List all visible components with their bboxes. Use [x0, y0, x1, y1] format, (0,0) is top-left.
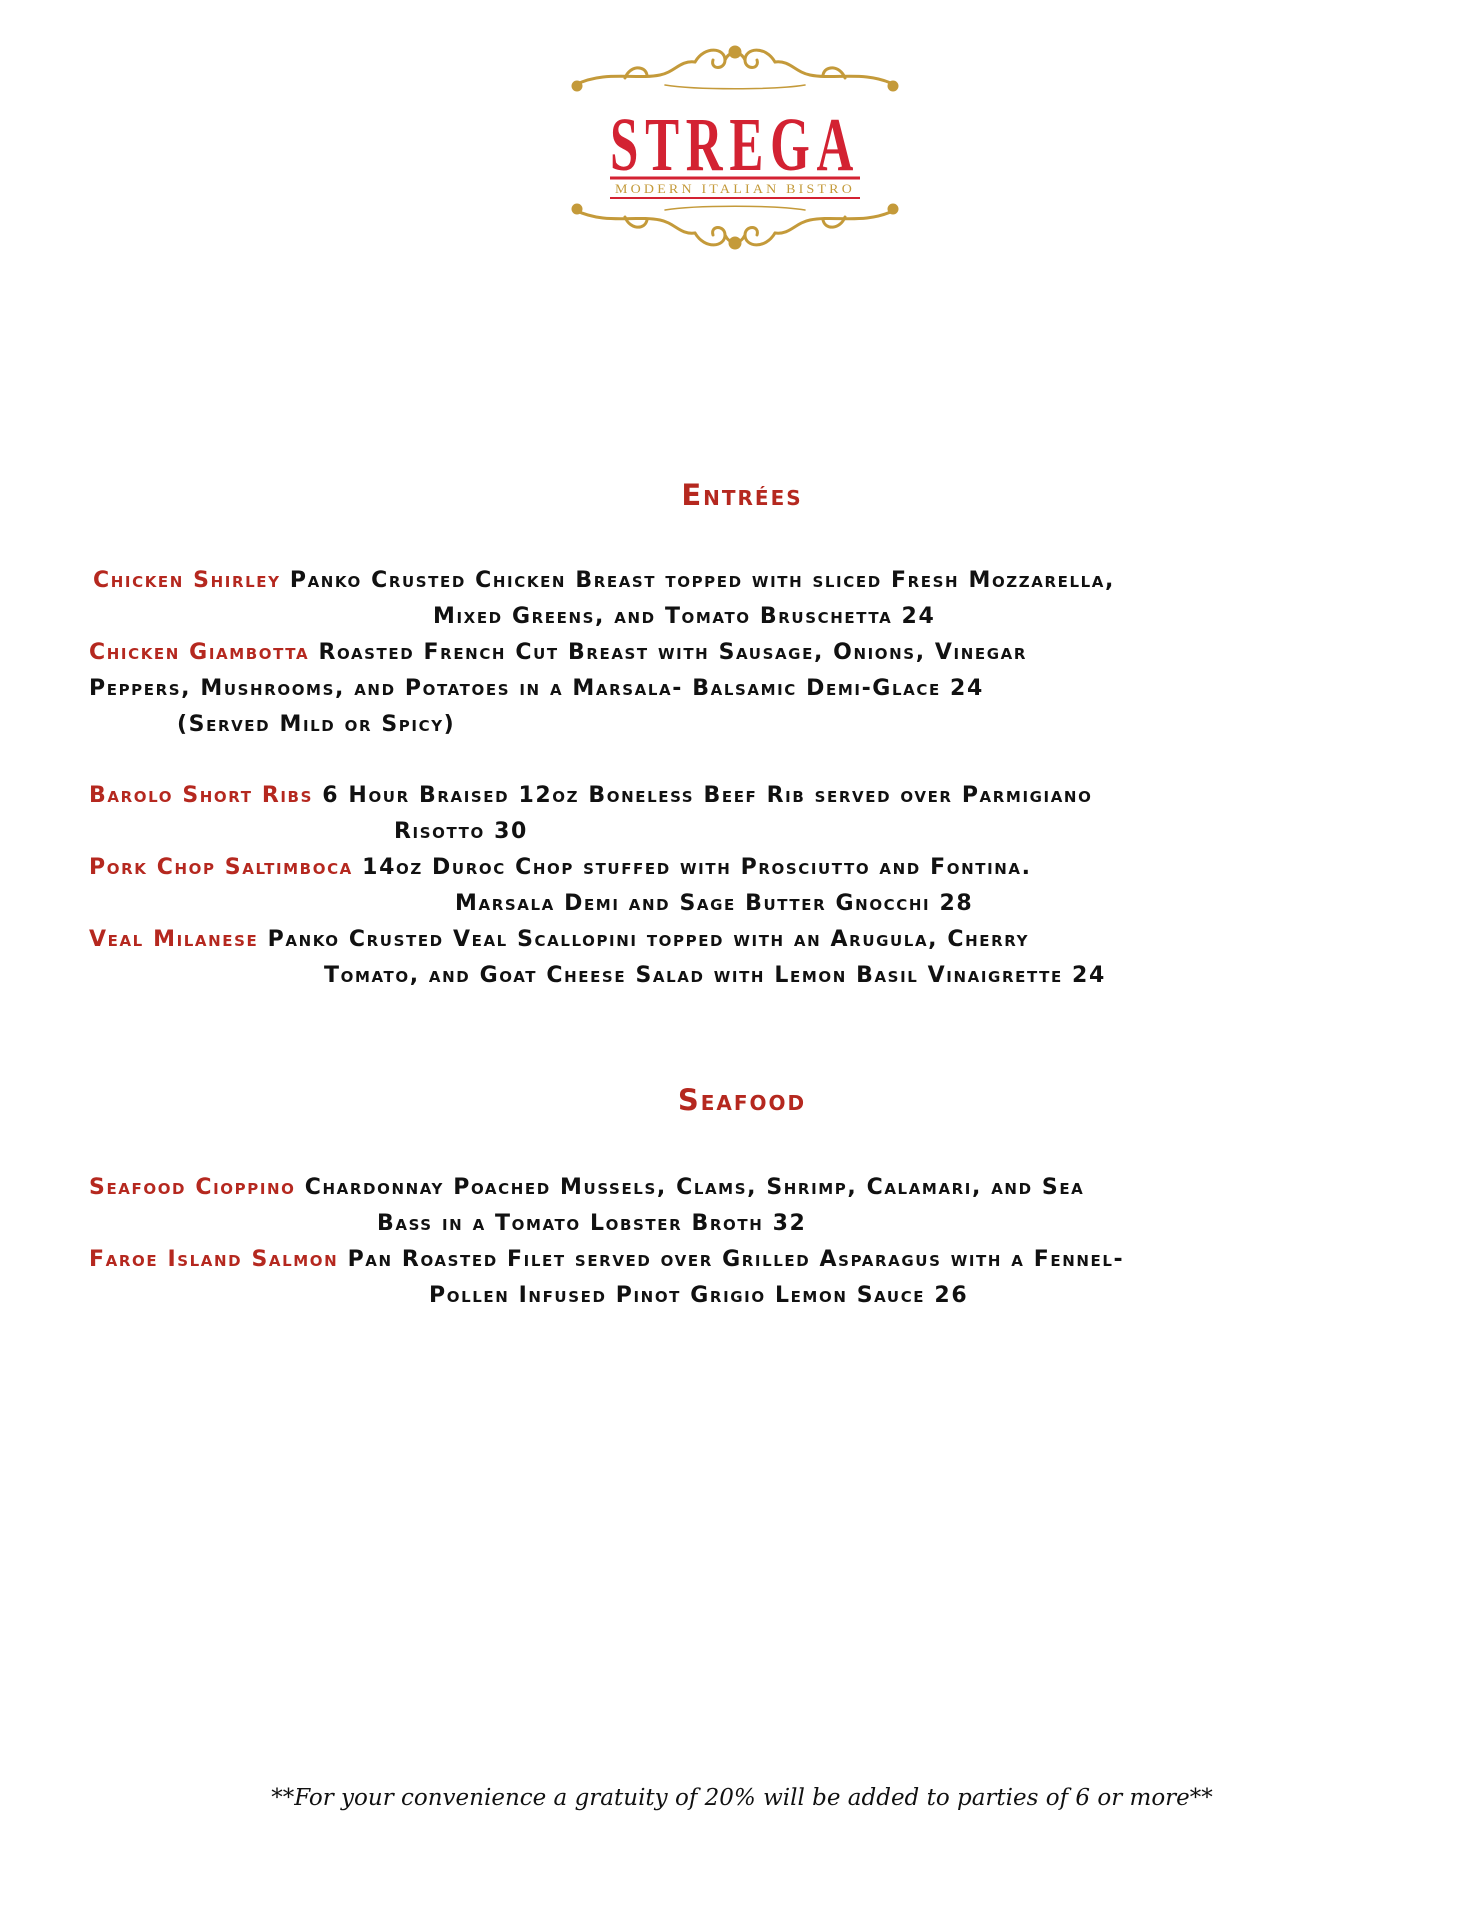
- menu-item: [89, 1242, 1124, 1314]
- top-ornament: [573, 47, 897, 90]
- logo-graphic: [565, 40, 905, 255]
- menu-item: [89, 778, 1092, 850]
- logo-name: STREGA: [610, 103, 860, 187]
- item-description: Peppers, Mushrooms, and Potatoes in a Marsala- Balsamic Demi-Glace 24: [89, 676, 984, 701]
- item-description: Bass in a Tomato Lobster Broth 32: [377, 1211, 807, 1236]
- item-description: Pollen Infused Pinot Grigio Lemon Sauce 26: [429, 1283, 969, 1308]
- item-description: Panko Crusted Chicken Breast topped with sliced Fresh Mozzarella,: [289, 568, 1115, 593]
- item-description: Pan Roasted Filet served over Grilled Asparagus with a Fennel-: [347, 1247, 1125, 1272]
- item-name: Chicken Shirley: [93, 568, 281, 593]
- item-name: Seafood Cioppino: [89, 1175, 296, 1200]
- item-name: Pork Chop Saltimboca: [89, 855, 353, 880]
- item-description: Tomato, and Goat Cheese Salad with Lemon Basil Vinaigrette 24: [324, 963, 1106, 988]
- menu-item: [89, 922, 1106, 994]
- item-description: 6 Hour Braised 12oz Boneless Beef Rib served over Parmigiano: [322, 783, 1093, 808]
- strega-logo: [565, 40, 905, 255]
- item-name: Veal Milanese: [89, 927, 259, 952]
- item-description: Chardonnay Poached Mussels, Clams, Shrimp, Calamari, and Sea: [304, 1175, 1085, 1200]
- item-name: Barolo Short Ribs: [89, 783, 313, 808]
- menu-item: [89, 1170, 1084, 1242]
- item-name: Faroe Island Salmon: [89, 1247, 339, 1272]
- menu-item: [89, 635, 1027, 743]
- item-description: Roasted French Cut Breast with Sausage, Onions, Vinegar: [318, 640, 1027, 665]
- item-description: 14oz Duroc Chop stuffed with Prosciutto and Fontina.: [362, 855, 1032, 880]
- logo-tagline: MODERN ITALIAN BISTRO: [615, 181, 855, 196]
- item-note: (Served Mild or Spicy): [177, 712, 456, 737]
- item-description: Panko Crusted Veal Scallopini topped with an Arugula, Cherry: [267, 927, 1030, 952]
- gratuity-note: **For your convenience a gratuity of 20% will be added to parties of 6 or more**: [271, 1785, 1213, 1811]
- item-description: Marsala Demi and Sage Butter Gnocchi 28: [455, 891, 974, 916]
- entrees-heading: Entrées: [681, 478, 803, 512]
- item-description: Mixed Greens, and Tomato Bruschetta 24: [433, 604, 936, 629]
- bottom-ornament: [573, 205, 897, 248]
- item-name: Chicken Giambotta: [89, 640, 310, 665]
- item-description: Risotto 30: [394, 819, 528, 844]
- menu-item: [93, 563, 1115, 635]
- seafood-heading: Seafood: [677, 1083, 807, 1117]
- menu-item: [89, 850, 1032, 922]
